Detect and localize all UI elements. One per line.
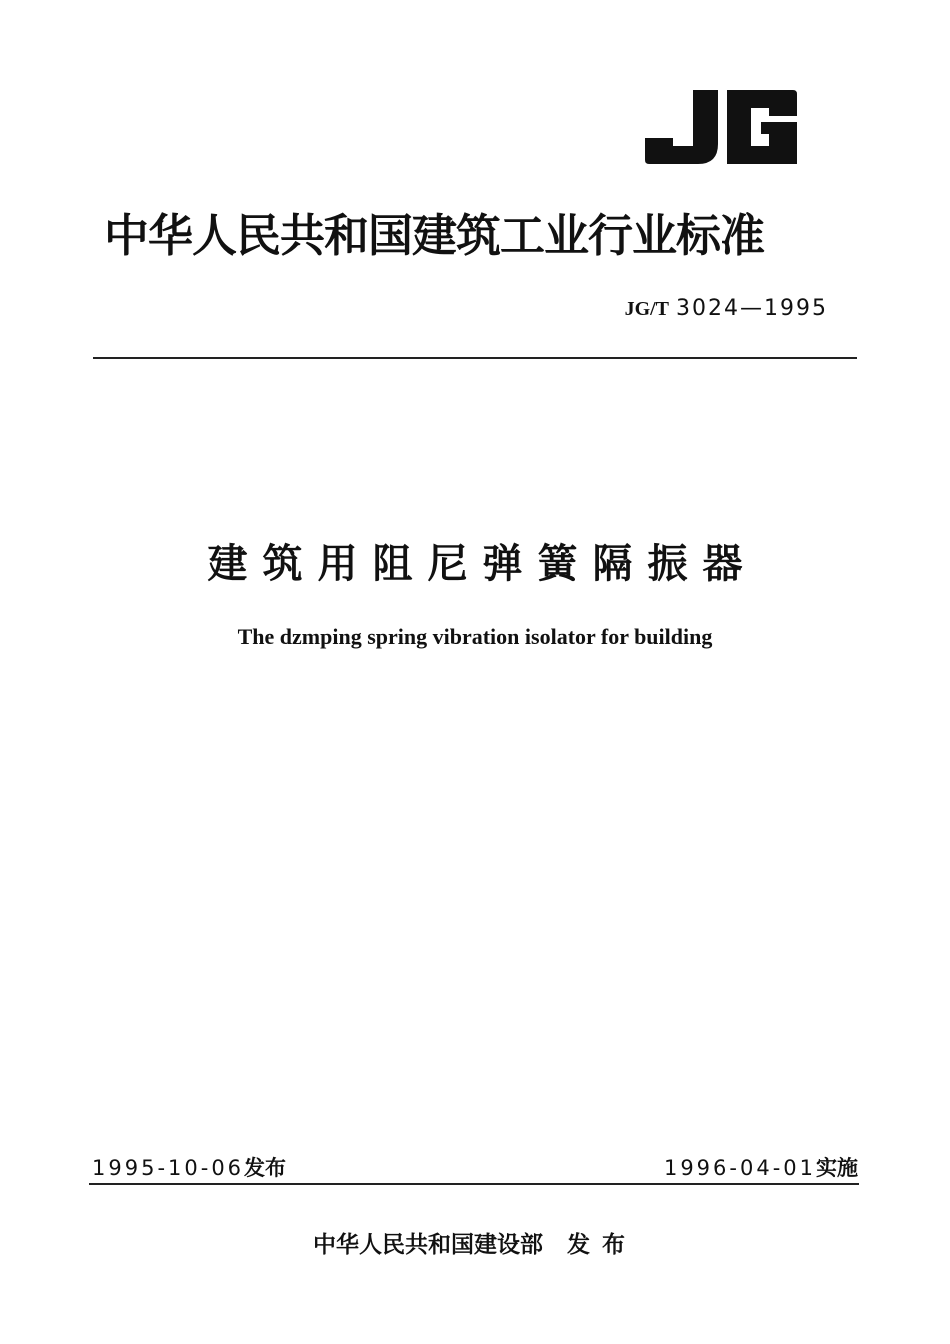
effective-date-line — [664, 1154, 858, 1182]
bottom-divider — [89, 1183, 859, 1185]
issue-label: 发布 — [244, 1156, 287, 1180]
issue-date: 1995-10-06 — [92, 1156, 245, 1180]
effective-label: 实施 — [816, 1156, 858, 1180]
document-title-zh: 建筑用阻尼弹簧隔振器 — [207, 541, 758, 587]
standard-number — [625, 294, 828, 324]
series-title: 中华人民共和国建筑工业行业标准 — [104, 209, 765, 262]
standard-code: 3024—1995 — [676, 296, 828, 321]
publisher-action: 发布 — [567, 1232, 637, 1258]
standard-prefix: JG/T — [624, 298, 670, 320]
publisher-name: 中华人民共和国建设部 — [313, 1232, 543, 1258]
top-divider — [93, 357, 857, 359]
jg-logo — [643, 86, 801, 166]
publisher-line — [0, 1228, 950, 1262]
document-title-en: The dzmping spring vibration isolator for building — [237, 624, 713, 649]
jg-logo-mark — [643, 86, 801, 166]
effective-date: 1996-04-01 — [663, 1156, 816, 1180]
issue-date-line — [92, 1154, 286, 1182]
